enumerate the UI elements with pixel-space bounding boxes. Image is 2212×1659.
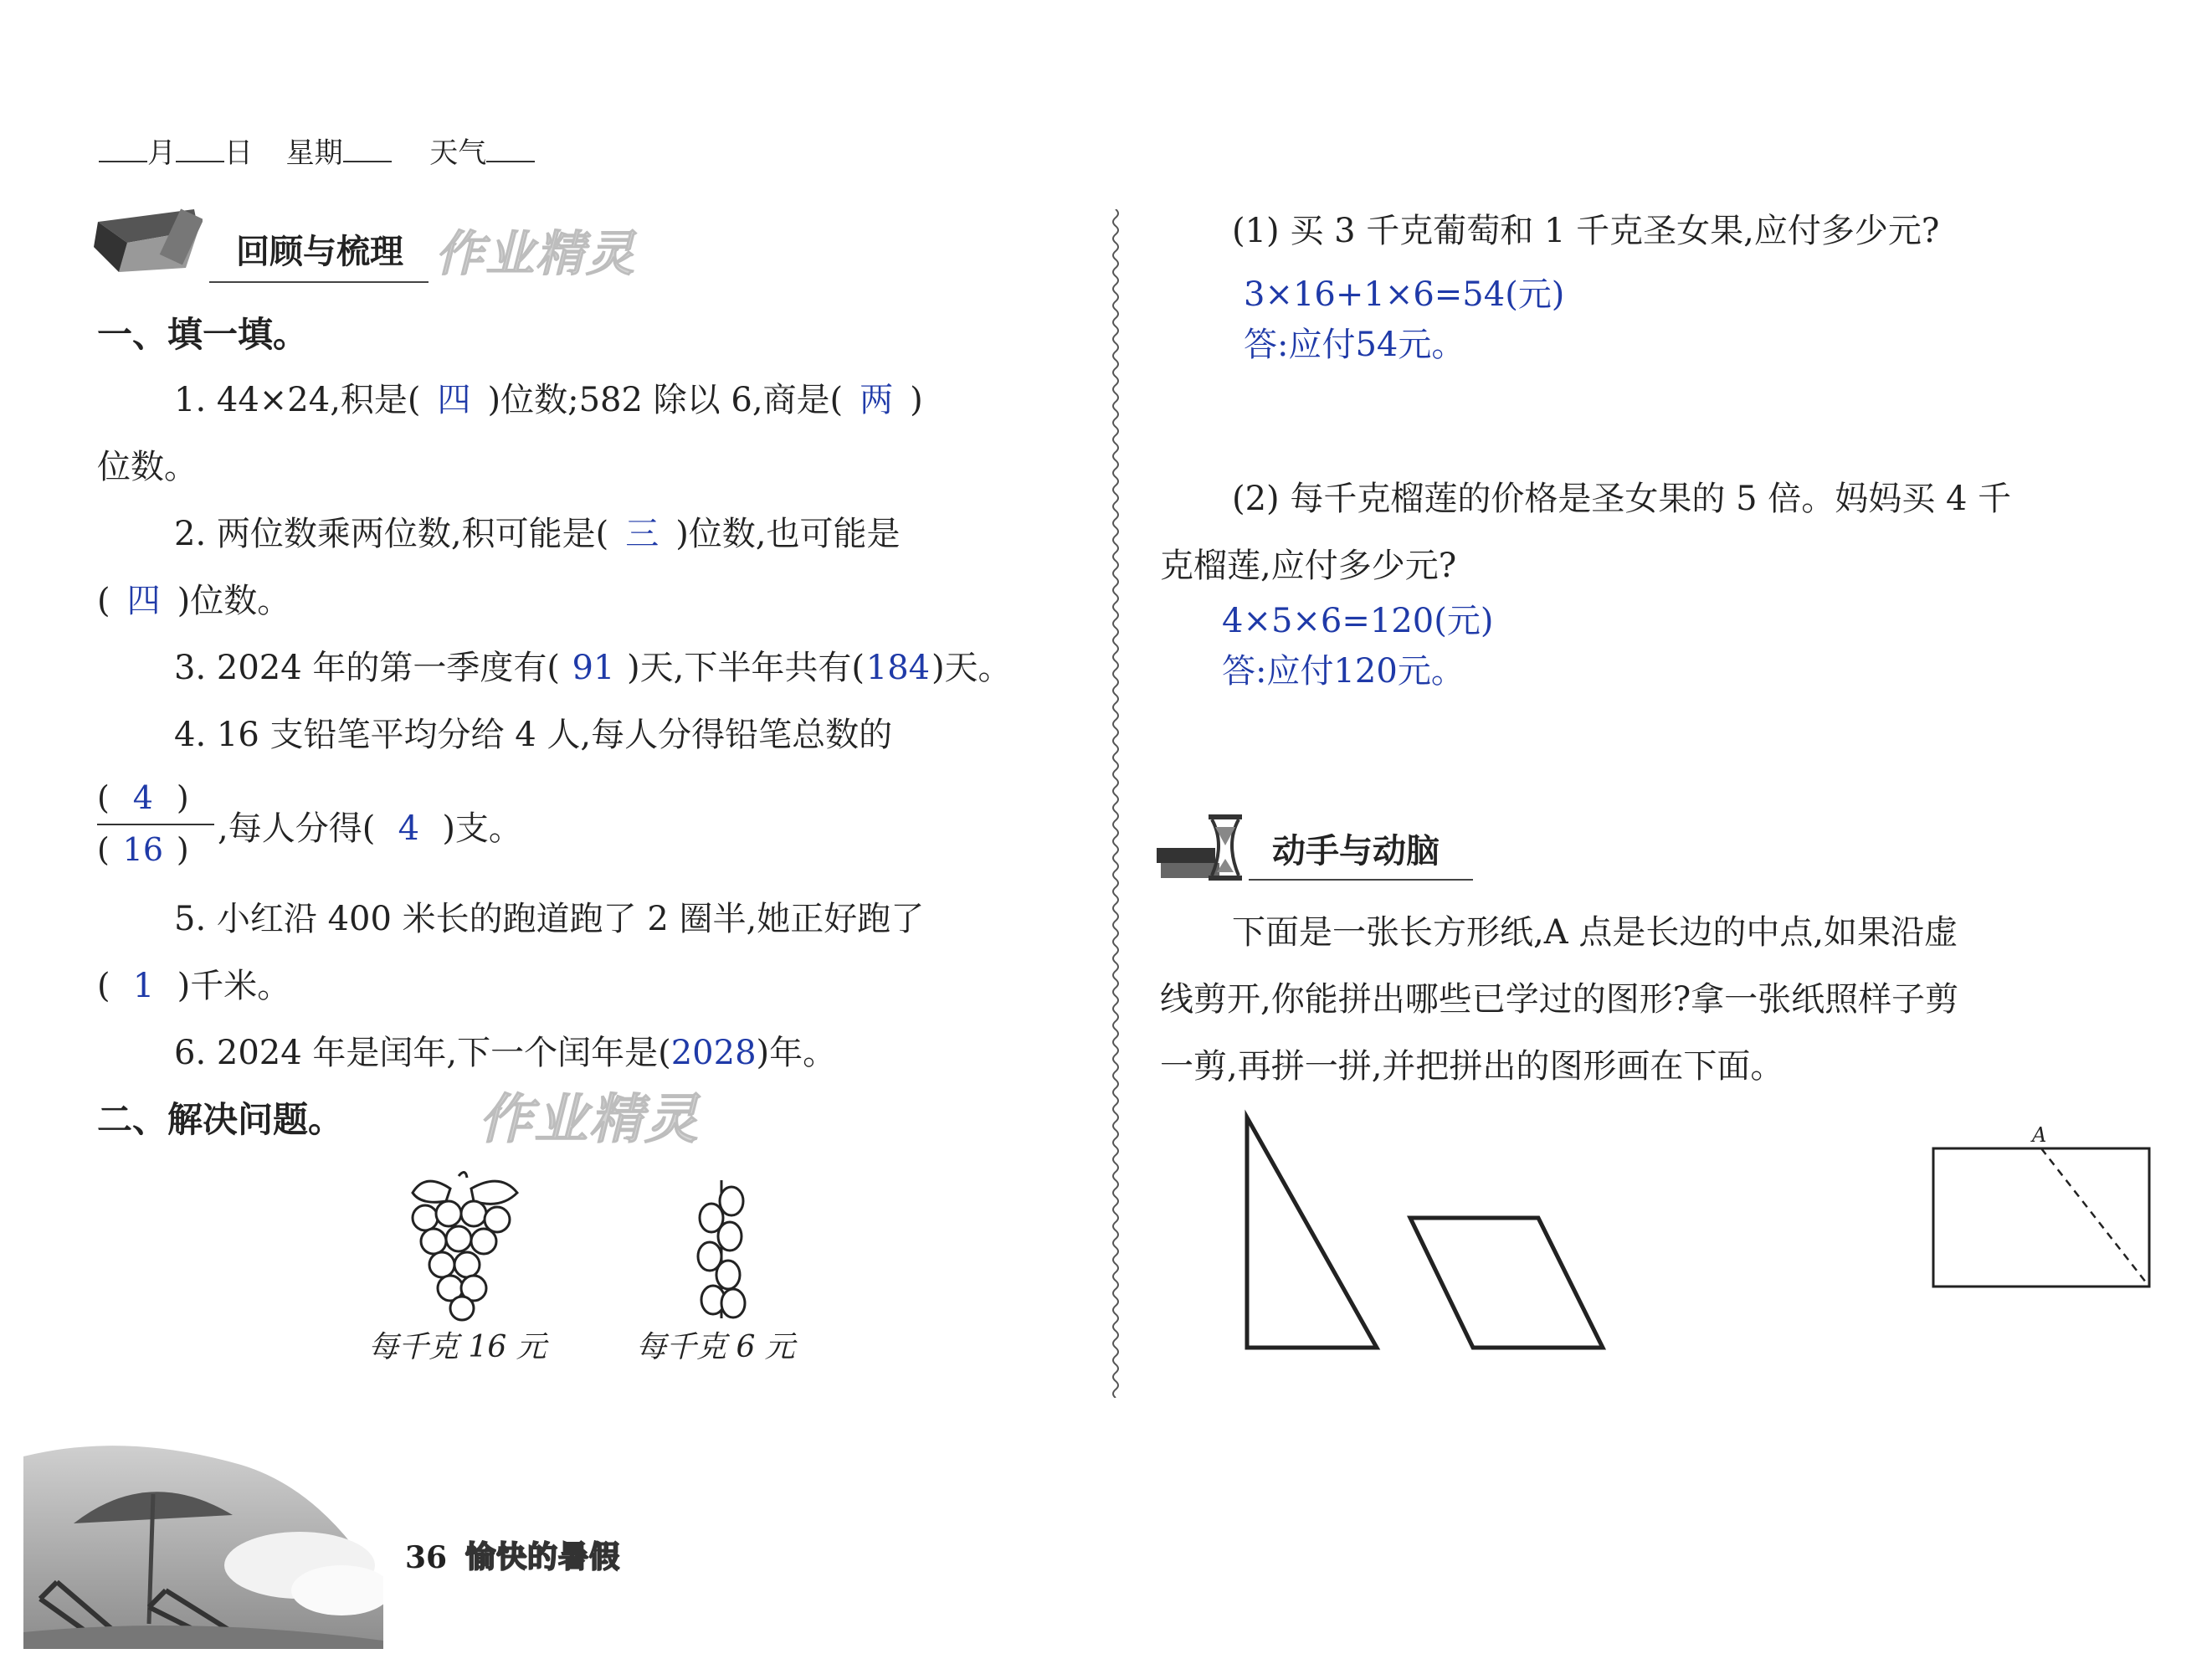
question-2-line1: 2. 两位数乘两位数,积可能是( 三 )位数,也可能是 <box>174 501 901 568</box>
fraction-numerator: ( 4 ) <box>97 779 189 816</box>
date-header: 月 日 星期 天气 <box>99 132 535 174</box>
hands-title-underline <box>1249 879 1473 881</box>
answer-6: 2028 <box>670 1034 757 1072</box>
watermark-text-2: 作业精灵 <box>479 1089 700 1151</box>
question-3: 3. 2024 年的第一季度有( 91 )天,下半年共有(184)天。 <box>174 634 1012 701</box>
question-2-line2: ( 四 )位数。 <box>97 568 290 634</box>
answer-3b: 184 <box>865 649 931 687</box>
fraction-denominator: ( 16 ) <box>97 831 189 868</box>
answer-4: 4 <box>398 809 420 848</box>
answer-5: 1 <box>132 967 155 1005</box>
question-4-line2: ,每人分得( 4 )支。 <box>218 795 522 862</box>
hands-text-line3: 一剪,再拼一拼,并把拼出的图形画在下面。 <box>1160 1047 1784 1086</box>
point-a-label: A <box>2032 1123 2047 1147</box>
fraction-bar <box>97 824 214 825</box>
tomato-price-label: 每千克 6 元 <box>636 1330 795 1364</box>
grape-illustration <box>400 1168 526 1323</box>
grape-icon <box>400 1168 526 1323</box>
question-1-line1: 1. 44×24,积是( 四 )位数;582 除以 6,商是( 两 ) <box>174 367 923 434</box>
right-q1-answer: 答:应付54元。 <box>1244 326 1465 364</box>
right-q2-answer: 答:应付120元。 <box>1222 652 1465 691</box>
review-title-underline <box>209 281 429 283</box>
answer-1b: 两 <box>860 381 894 419</box>
review-section-icon <box>94 205 203 280</box>
answer-3a: 91 <box>572 649 615 687</box>
question-6: 6. 2024 年是闰年,下一个闰年是(2028)年。 <box>174 1034 837 1072</box>
question-4-line1: 4. 16 支铅笔平均分给 4 人,每人分得铅笔总数的 <box>174 716 893 754</box>
right-question-2-line2: 克榴莲,应付多少元? <box>1160 547 1457 585</box>
hands-text-line1: 下面是一张长方形纸,A 点是长边的中点,如果沿虚 <box>1232 913 1958 952</box>
parallelogram-shape <box>1410 1218 1603 1348</box>
cherry-tomato-illustration <box>688 1176 755 1323</box>
right-triangle-shape <box>1247 1117 1377 1348</box>
watermark-text: 作业精灵 <box>435 225 637 282</box>
answer-2a: 三 <box>625 515 659 553</box>
right-question-1: (1) 买 3 千克葡萄和 1 千克圣女果,应付多少元? <box>1232 212 1940 250</box>
question-5-line1: 5. 小红沿 400 米长的跑道跑了 2 圈半,她正好跑了 <box>174 900 925 938</box>
page-number: 36 <box>405 1540 448 1575</box>
hands-text-line2: 线剪开,你能拼出哪些已学过的图形?拿一张纸照样子剪 <box>1160 980 1959 1019</box>
answer-1a: 四 <box>437 381 471 419</box>
part1-title: 一、填一填。 <box>97 314 309 355</box>
right-q2-calculation: 4×5×6=120(元) <box>1222 602 1494 640</box>
hands-section-icon <box>1157 810 1249 886</box>
book-title: 愉快的暑假 <box>465 1540 621 1574</box>
hands-section-title: 动手与动脑 <box>1272 832 1440 871</box>
dashed-cut-line <box>2041 1148 2149 1287</box>
review-section-title: 回顾与梳理 <box>236 233 403 271</box>
part2-title: 二、解决问题。 <box>97 1099 344 1140</box>
shapes-figure <box>1230 1105 2159 1364</box>
beach-illustration <box>23 1431 383 1649</box>
ruler-pencil-icon <box>94 205 203 280</box>
question-1-line2: 位数。 <box>97 448 198 486</box>
right-question-2-line1: (2) 每千克榴莲的价格是圣女果的 5 倍。妈妈买 4 千 <box>1232 480 2012 518</box>
hourglass-books-icon <box>1157 810 1249 886</box>
right-q1-calculation: 3×16+1×6=54(元) <box>1244 275 1565 314</box>
grape-price-label: 每千克 16 元 <box>368 1330 547 1364</box>
answer-2b: 四 <box>126 582 161 620</box>
page-divider <box>1109 209 1122 1398</box>
cherry-tomato-icon <box>688 1176 755 1323</box>
question-5-line2: ( 1 )千米。 <box>97 953 290 1020</box>
rectangle-paper-shape <box>1933 1148 2149 1287</box>
